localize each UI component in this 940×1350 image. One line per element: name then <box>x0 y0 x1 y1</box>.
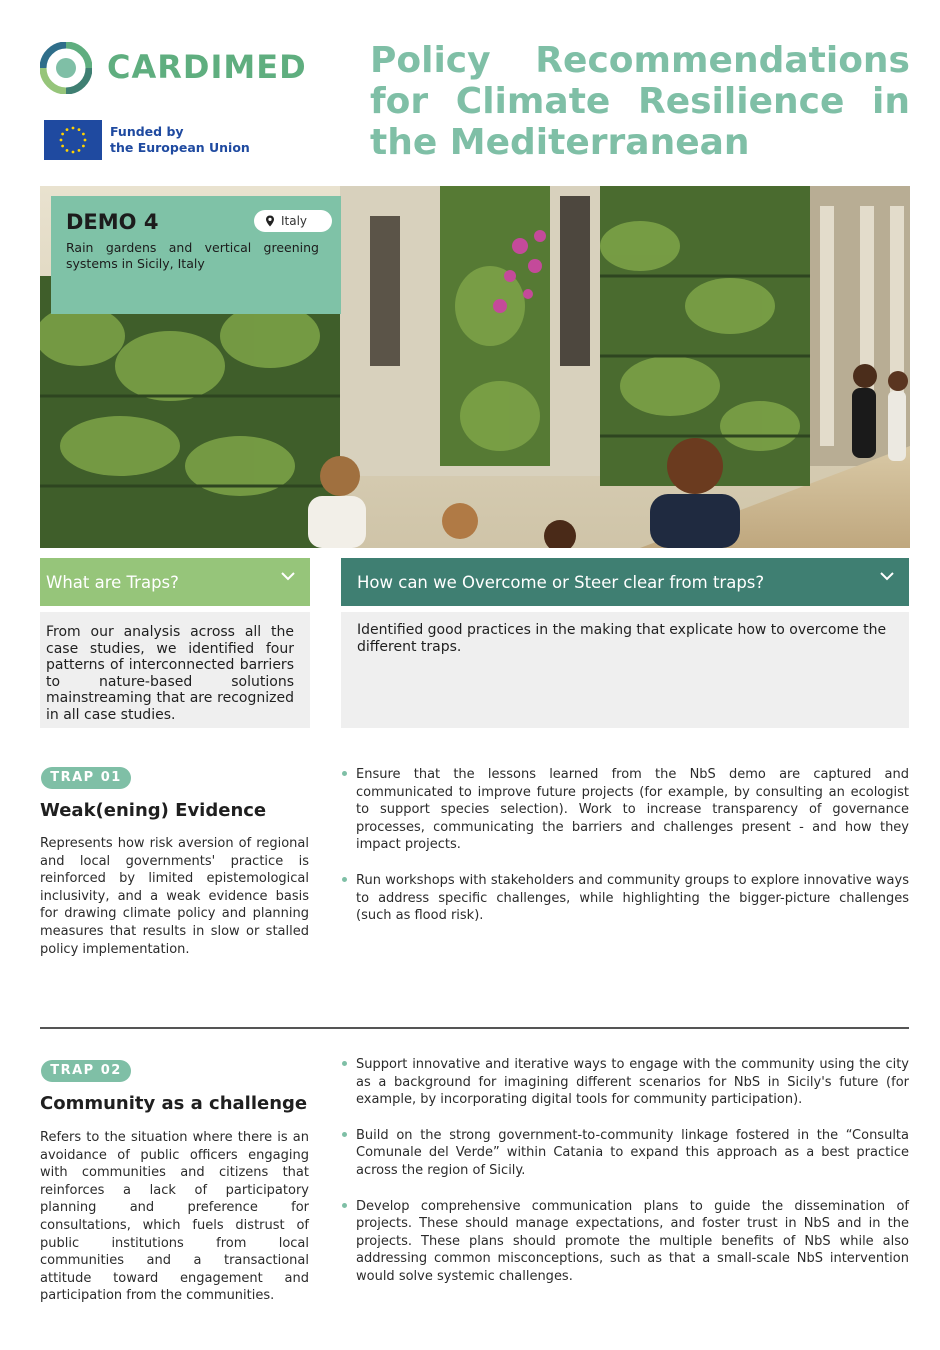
traps-heading: What are Traps? <box>46 573 179 592</box>
trap-02-recommendations <box>341 1056 909 1304</box>
trap-01-badge: TRAP 01 <box>41 767 131 789</box>
traps-description: From our analysis across all the case studies, we identified four patterns of interconnected barriers to nature-based solutions mainstreaming that are recognized in all case studies. <box>46 624 294 723</box>
section-divider <box>40 1027 909 1029</box>
trap-01-title: Weak(ening) Evidence <box>40 800 267 821</box>
chevron-down-icon <box>280 570 296 582</box>
recommendation-item: Ensure that the lessons learned from the NbS demo are captured and communicated to improve future projects (for example, by consulting an ecologist to support species selection). Work to increase transparency of governance processes, communicating the barriers and challenges present - and how they impact projects. <box>341 766 909 854</box>
page-title: Policy Recommendations for Climate Resilience in the Mediterranean <box>370 40 910 163</box>
trap-02-badge: TRAP 02 <box>41 1060 131 1082</box>
recommendation-item: Run workshops with stakeholders and community groups to explore innovative ways to address specific challenges, while highlighting the bigger-picture challenges (such as flood risk). <box>341 872 909 925</box>
traps-description-box <box>40 612 310 728</box>
recommendation-item: Develop comprehensive communication plans to guide the dissemination of projects. These should manage expectations, and foster trust in NbS and in the projects. These plans should promote the multiple benefits of NbS while also addressing common misconceptions, such as that a small-scale NbS intervention would solve systemic challenges. <box>341 1198 909 1286</box>
eu-flag-icon <box>44 120 102 160</box>
recommendation-item: Support innovative and iterative ways to engage with the community using the city as a background for imagining different scenarios for NbS in Sicily's future (for example, by incorporating digital tools for community participation). <box>341 1056 909 1109</box>
overcome-description: Identified good practices in the making that explicate how to overcome the different traps. <box>357 622 887 655</box>
trap-02-title: Community as a challenge <box>40 1093 308 1114</box>
cardimed-logo-icon <box>40 42 92 94</box>
demo-title: DEMO 4 <box>66 210 159 234</box>
trap-01-description: Represents how risk aversion of regional and local governments' practice is reinforced by limited epistemological inclusivity, and a weak evidence basis for drawing climate policy and planning measures that results in slow or stalled policy implementation. <box>40 836 309 957</box>
country-badge <box>254 210 332 232</box>
traps-header[interactable] <box>40 558 310 606</box>
chevron-down-icon <box>879 570 895 582</box>
recommendation-item: Build on the strong government-to-community linkage fostered in the “Consulta Comunale del Verde” within Catania to expand this approach as a best practice across the region of Sicily. <box>341 1127 909 1180</box>
brand-name: CARDIMED <box>107 48 307 86</box>
overcome-heading: How can we Overcome or Steer clear from traps? <box>357 573 765 592</box>
funding-statement: Funded by the European Union <box>110 124 250 155</box>
overcome-header[interactable] <box>341 558 909 606</box>
trap-02-description: Refers to the situation where there is an avoidance of public officers engaging with communities and citizens that reinforces a lack of participatory planning and preference for consultations, which fuels distrust of public institutions from local communities and a transactional attitude toward engagement and participation from the communities. <box>40 1130 309 1304</box>
overcome-description-box <box>341 612 909 728</box>
trap-01-recommendations <box>341 766 909 943</box>
demo-subtitle: Rain gardens and vertical greening systems in Sicily, Italy <box>66 240 319 271</box>
location-pin-icon <box>264 215 276 227</box>
country-label: Italy <box>281 214 308 228</box>
